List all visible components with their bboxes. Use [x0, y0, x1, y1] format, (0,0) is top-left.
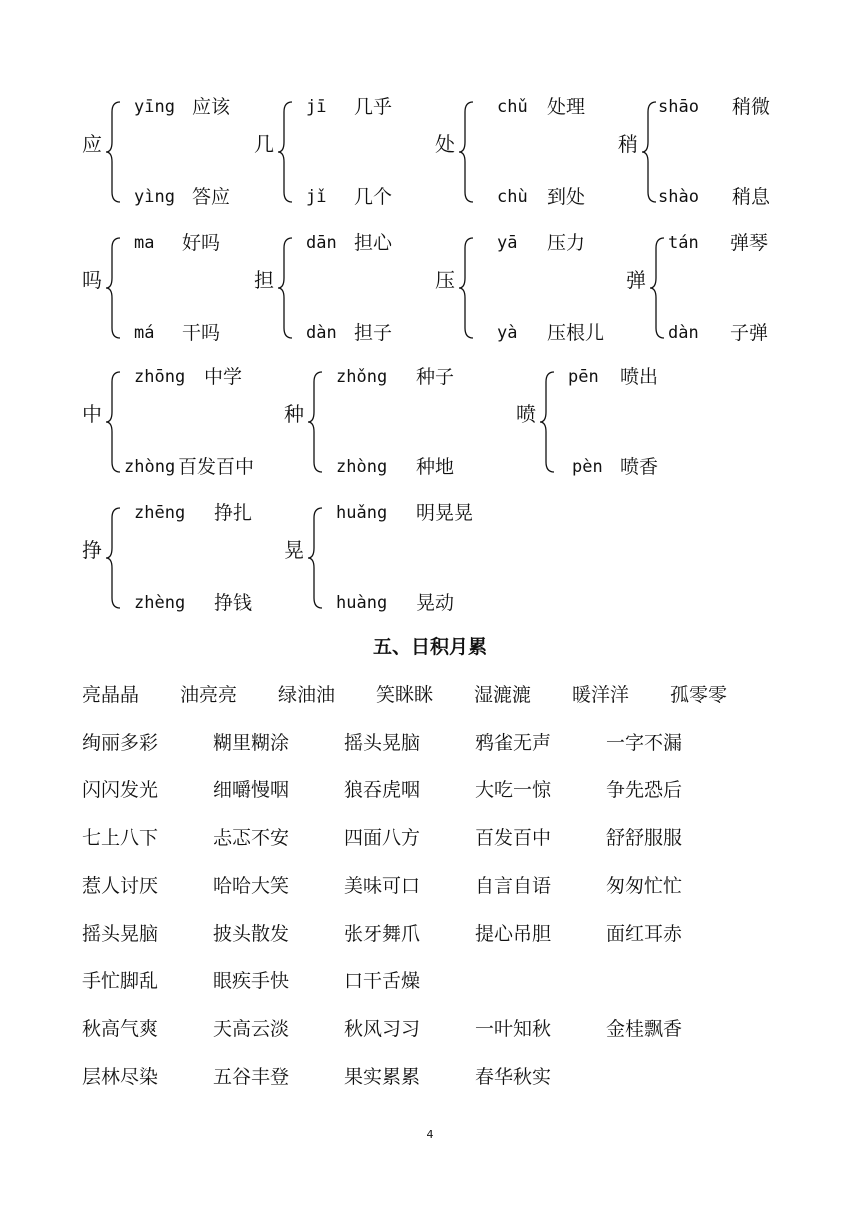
example-word: 压力 — [547, 232, 586, 254]
pinyin-reading: chù — [497, 187, 528, 207]
idiom-word: 狼吞虎咽 — [344, 779, 421, 802]
example-word: 压根儿 — [547, 322, 605, 344]
idiom-word: 匆匆忙忙 — [606, 874, 683, 897]
idiom-word: 摇头晃脑 — [82, 922, 159, 945]
polyphone-group — [254, 228, 434, 348]
example-word: 种地 — [416, 456, 455, 478]
idiom-word: 暖洋洋 — [572, 684, 630, 706]
polyphone-char: 稍 — [618, 132, 638, 156]
idiom-word: 闪闪发光 — [82, 779, 159, 802]
idiom-word: 细嚼慢咽 — [213, 779, 290, 802]
curly-brace-icon — [276, 236, 296, 340]
pinyin-reading: shāo — [658, 97, 699, 117]
polyphone-char: 应 — [82, 132, 102, 156]
polyphone-group — [435, 228, 615, 348]
polyphone-char: 喷 — [516, 402, 536, 426]
polyphone-group — [284, 362, 464, 482]
page-number: 4 — [426, 1128, 434, 1141]
curly-brace-icon — [104, 506, 124, 610]
polyphone-group — [254, 92, 434, 212]
example-word: 百发百中 — [178, 456, 255, 478]
idiom-word: 一字不漏 — [606, 731, 683, 754]
idiom-word: 美味可口 — [344, 874, 421, 897]
idiom-word: 披头散发 — [213, 922, 290, 945]
example-word: 挣钱 — [214, 592, 253, 614]
pinyin-reading: má — [134, 323, 155, 343]
idiom-word: 春华秋实 — [475, 1065, 552, 1088]
idiom-word: 鸦雀无声 — [475, 731, 552, 754]
idiom-word: 一叶知秋 — [475, 1017, 552, 1040]
idiom-word: 笑眯眯 — [376, 684, 434, 706]
polyphone-char: 种 — [284, 402, 304, 426]
idiom-word: 惹人讨厌 — [82, 874, 159, 897]
polyphone-group — [82, 362, 262, 482]
idiom-word: 果实累累 — [344, 1065, 421, 1088]
pinyin-reading: yìng — [134, 187, 175, 207]
pinyin-reading: zhèng — [134, 593, 186, 613]
curly-brace-icon — [457, 236, 477, 340]
idiom-word: 七上八下 — [82, 827, 159, 850]
idiom-word: 绚丽多彩 — [82, 731, 159, 754]
example-word: 弹琴 — [730, 232, 769, 254]
pinyin-reading: huǎng — [336, 503, 388, 523]
section-title: 五、日积月累 — [372, 636, 487, 658]
idiom-word: 亮晶晶 — [82, 684, 140, 706]
polyphone-group — [516, 362, 696, 482]
example-word: 喷香 — [620, 456, 659, 478]
pinyin-reading: yà — [497, 323, 518, 343]
idiom-word: 自言自语 — [475, 874, 552, 897]
example-word: 应该 — [192, 96, 231, 118]
polyphone-char: 晃 — [284, 538, 304, 562]
example-word: 挣扎 — [214, 502, 253, 524]
pinyin-reading: jǐ — [306, 187, 327, 207]
polyphone-char: 挣 — [82, 538, 102, 562]
idiom-word: 大吃一惊 — [475, 779, 552, 802]
example-word: 明晃晃 — [416, 502, 474, 524]
pinyin-reading: chǔ — [497, 97, 528, 117]
idiom-word: 天高云淡 — [213, 1017, 290, 1040]
polyphone-char: 担 — [254, 268, 274, 292]
idiom-word: 油亮亮 — [180, 684, 238, 706]
polyphone-group — [82, 498, 262, 618]
example-word: 稍微 — [732, 96, 771, 118]
idiom-word: 糊里糊涂 — [213, 731, 290, 754]
idiom-word: 舒舒服服 — [606, 827, 683, 850]
example-word: 担子 — [354, 322, 393, 344]
curly-brace-icon — [538, 370, 558, 474]
curly-brace-icon — [276, 100, 296, 204]
polyphone-group — [435, 92, 615, 212]
polyphone-char: 压 — [435, 268, 455, 292]
example-word: 种子 — [416, 366, 455, 388]
polyphone-group — [82, 92, 262, 212]
pinyin-reading: zhǒng — [336, 367, 388, 387]
idiom-word: 眼疾手快 — [213, 970, 290, 993]
pinyin-reading: pēn — [568, 367, 599, 387]
curly-brace-icon — [648, 236, 668, 340]
pinyin-reading: ma — [134, 233, 155, 253]
polyphone-group — [626, 228, 806, 348]
example-word: 子弹 — [730, 322, 769, 344]
polyphone-char: 处 — [435, 132, 455, 156]
idiom-word: 绿油油 — [278, 684, 336, 706]
curly-brace-icon — [457, 100, 477, 204]
example-word: 几乎 — [354, 96, 393, 118]
polyphone-char: 弹 — [626, 268, 646, 292]
idiom-word: 秋高气爽 — [82, 1017, 159, 1040]
example-word: 干吗 — [182, 322, 221, 344]
pinyin-reading: dān — [306, 233, 337, 253]
example-word: 到处 — [547, 186, 586, 208]
curly-brace-icon — [104, 236, 124, 340]
pinyin-reading: shào — [658, 187, 699, 207]
idiom-word: 湿漉漉 — [474, 684, 532, 706]
idiom-word: 忐忑不安 — [213, 827, 290, 850]
curly-brace-icon — [104, 370, 124, 474]
idiom-word: 手忙脚乱 — [82, 970, 159, 993]
idiom-word: 口干舌燥 — [344, 970, 421, 993]
curly-brace-icon — [306, 506, 326, 610]
pinyin-reading: zhēng — [134, 503, 186, 523]
idiom-word: 孤零零 — [670, 684, 728, 706]
idiom-word: 张牙舞爪 — [344, 922, 421, 945]
pinyin-reading: yā — [497, 233, 518, 253]
pinyin-reading: zhōng — [134, 367, 186, 387]
idiom-word: 争先恐后 — [606, 779, 683, 802]
polyphone-char: 几 — [254, 132, 274, 156]
idiom-word: 百发百中 — [475, 827, 552, 850]
idiom-word: 层林尽染 — [82, 1065, 159, 1088]
example-word: 担心 — [354, 232, 393, 254]
example-word: 答应 — [192, 186, 231, 208]
pinyin-reading: dàn — [668, 323, 699, 343]
idiom-word: 面红耳赤 — [606, 922, 683, 945]
pinyin-reading: huàng — [336, 593, 388, 613]
pinyin-reading: zhòng — [336, 457, 388, 477]
idiom-word: 金桂飘香 — [606, 1017, 683, 1040]
curly-brace-icon — [104, 100, 124, 204]
curly-brace-icon — [640, 100, 660, 204]
idiom-word: 哈哈大笑 — [213, 874, 290, 897]
polyphone-char: 吗 — [82, 268, 102, 292]
idiom-word: 摇头晃脑 — [344, 731, 421, 754]
pinyin-reading: tán — [668, 233, 699, 253]
polyphone-char: 中 — [82, 402, 102, 426]
example-word: 稍息 — [732, 186, 771, 208]
pinyin-reading: dàn — [306, 323, 337, 343]
polyphone-group — [82, 228, 262, 348]
example-word: 几个 — [354, 186, 393, 208]
example-word: 好吗 — [182, 232, 221, 254]
idiom-word: 提心吊胆 — [475, 922, 552, 945]
pinyin-reading: yīng — [134, 97, 175, 117]
example-word: 喷出 — [620, 366, 659, 388]
idiom-word: 秋风习习 — [344, 1017, 421, 1040]
idiom-word: 四面八方 — [344, 827, 421, 850]
example-word: 中学 — [204, 366, 243, 388]
polyphone-group — [284, 498, 474, 618]
idiom-word: 五谷丰登 — [213, 1065, 290, 1088]
pinyin-reading: zhòng — [124, 457, 176, 477]
pinyin-reading: jī — [306, 97, 327, 117]
pinyin-reading: pèn — [572, 457, 603, 477]
polyphone-group — [618, 92, 798, 212]
curly-brace-icon — [306, 370, 326, 474]
example-word: 晃动 — [416, 592, 455, 614]
example-word: 处理 — [547, 96, 586, 118]
